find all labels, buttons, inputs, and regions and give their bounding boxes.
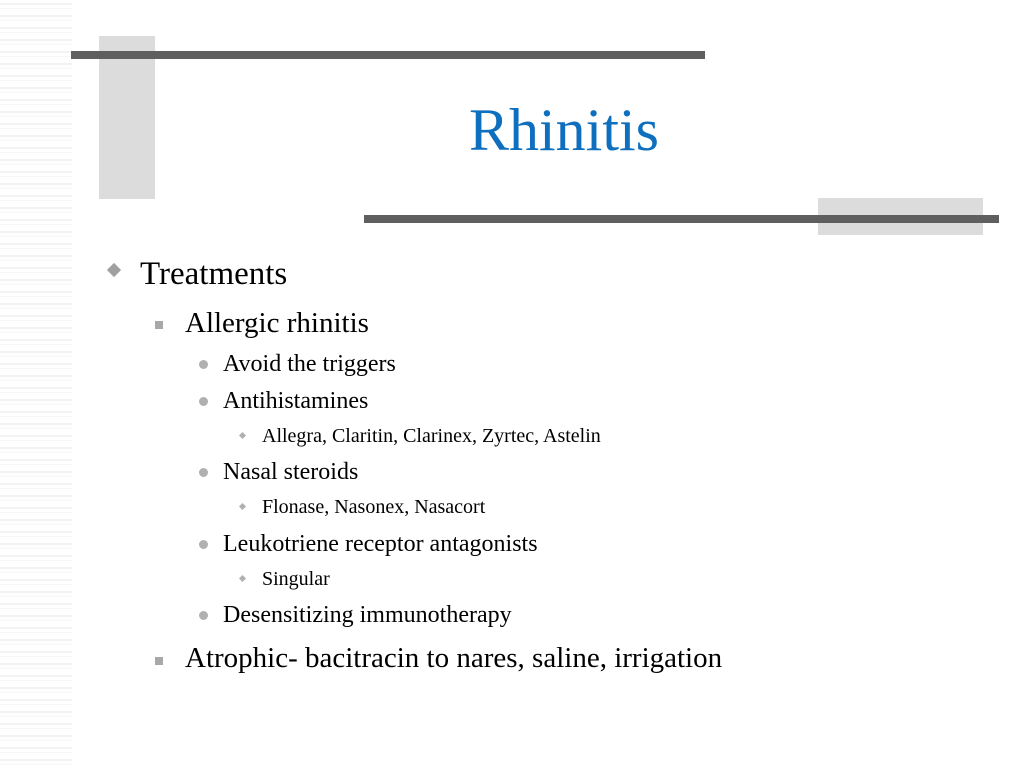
circle-bullet-icon — [199, 540, 208, 549]
slide-title: Rhinitis — [468, 97, 660, 163]
vertical-accent-block — [99, 36, 155, 199]
bullet-item: Avoid the triggers — [223, 351, 396, 377]
circle-bullet-icon — [199, 360, 208, 369]
bullet-item: Flonase, Nasonex, Nasacort — [262, 496, 486, 518]
bullet-item: Antihistamines — [223, 388, 369, 414]
bullet-item: Allegra, Claritin, Clarinex, Zyrtec, Astelin — [262, 425, 601, 447]
square-bullet-icon — [155, 321, 163, 329]
bullet-item: Leukotriene receptor antagonists — [223, 531, 538, 557]
striped-margin-decoration — [0, 0, 72, 768]
circle-bullet-icon — [199, 611, 208, 620]
bullet-item: Desensitizing immunotherapy — [223, 602, 512, 628]
bullet-item: Allergic rhinitis — [185, 307, 369, 339]
top-accent-bar — [71, 51, 705, 59]
bullet-item: Atrophic- bacitracin to nares, saline, irrigation — [185, 642, 723, 674]
circle-bullet-icon — [199, 397, 208, 406]
small-diamond-bullet-icon — [239, 503, 246, 510]
square-bullet-icon — [155, 657, 163, 665]
bullet-item: Treatments — [140, 256, 288, 292]
small-diamond-bullet-icon — [239, 575, 246, 582]
bullet-item: Singular — [262, 568, 330, 590]
bullet-item: Nasal steroids — [223, 459, 359, 485]
bottom-accent-bar — [364, 215, 999, 223]
diamond-bullet-icon — [107, 263, 121, 277]
circle-bullet-icon — [199, 468, 208, 477]
small-diamond-bullet-icon — [239, 432, 246, 439]
